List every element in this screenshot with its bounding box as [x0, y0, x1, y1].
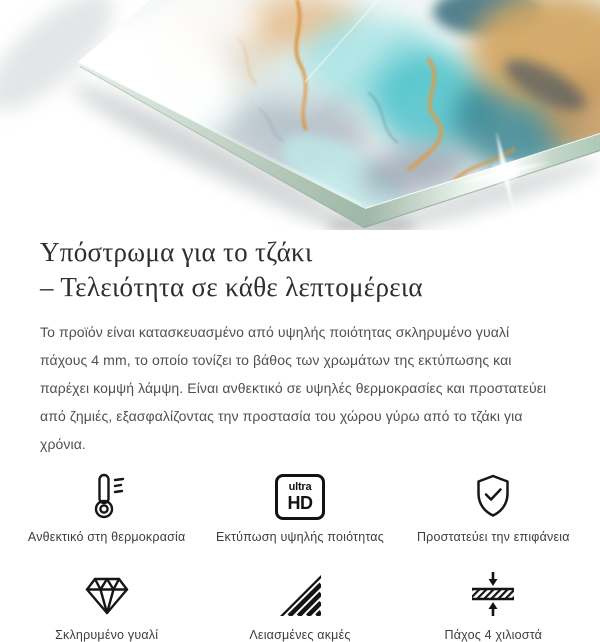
feature-label: Λειασμένες ακμές: [249, 628, 351, 642]
glass-panel-illustration: [0, 0, 600, 230]
thermometer-icon: [85, 472, 129, 520]
page-title: [40, 235, 560, 305]
product-photo: [0, 0, 600, 230]
product-description-text: Το προϊόν είναι κατασκευασμένο από υψηλής ποιότητας σκληρυμένο γυαλί πάχους 4 mm, το οποίο τονίζει το βάθος των χρωμάτων της εκτύπωσης και παρέχει κομψή λάμψη. Είναι ανθεκτικό σε υψηλές θερμοκρασίες και προστατεύει από ζημιές, εξασφαλίζοντας την προστασία του χώρου γύρω από το τζάκι για χρόνια.: [40, 324, 547, 452]
feature-label: Προστατεύει την επιφάνεια: [416, 530, 570, 544]
diamond-icon: [82, 570, 132, 618]
product-description-section: [0, 235, 600, 642]
page-title-line1: Υπόστρωμα για το τζάκι: [40, 237, 313, 267]
thickness-icon: [469, 570, 517, 618]
page-title-line2: – Τελειότητα σε κάθε λεπτομέρεια: [40, 272, 423, 302]
feature-grid: [10, 472, 590, 642]
feature-tempered-glass: [10, 570, 203, 642]
feature-label: Εκτύπωση υψηλής ποιότητας: [216, 530, 384, 544]
feature-ultra-hd-print: [203, 472, 396, 544]
feature-surface-protection: [397, 472, 590, 544]
feature-label: Πάχος 4 χιλιοστά: [444, 628, 543, 642]
feature-polished-edges: [203, 570, 396, 642]
ultra-hd-icon: [275, 472, 325, 520]
feature-label: Σκληρυμένο γυαλί: [55, 628, 159, 642]
feature-temperature-resistant: [10, 472, 203, 544]
ultra-hd-icon-text-small: ultra: [288, 481, 312, 493]
shield-check-icon: [471, 472, 515, 520]
polished-edges-icon: [277, 570, 323, 618]
ultra-hd-icon-text-large: HD: [287, 493, 313, 513]
feature-thickness: [397, 570, 590, 642]
feature-label: Ανθεκτικό στη θερμοκρασία: [27, 530, 186, 544]
